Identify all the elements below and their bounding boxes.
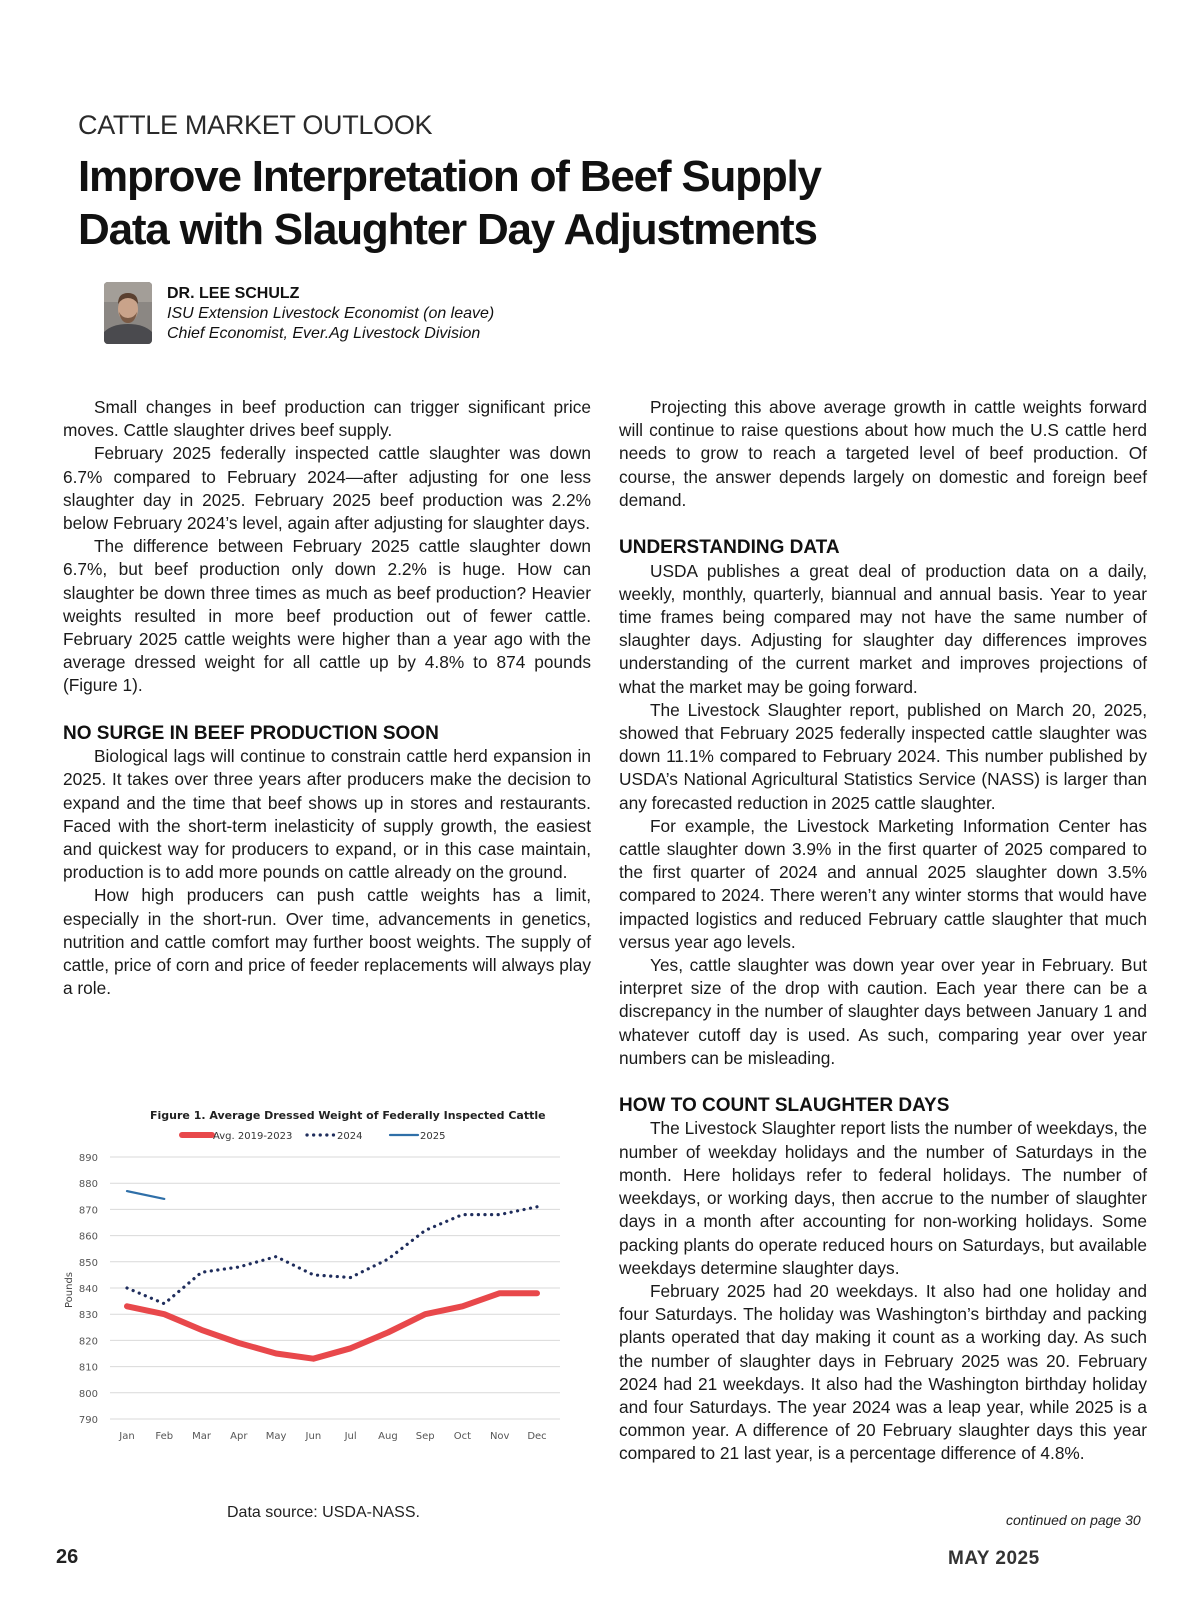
- y-tick-label: 820: [78, 1336, 98, 1348]
- y-tick-label: 790: [78, 1415, 98, 1426]
- chart-series: [126, 1190, 538, 1360]
- y-tick-label: 840: [78, 1284, 98, 1295]
- x-axis-ticks: [118, 1431, 546, 1442]
- legend-label: 2025: [420, 1131, 446, 1142]
- legend-label: 2024: [337, 1131, 363, 1142]
- data-point: [349, 1347, 351, 1349]
- paragraph: The Livestock Slaughter report lists the number of weekdays, the number of weekday holidays and the number of Saturdays in the month. Here holidays refer to federal holidays. The number of weekdays, or working days, then accrue to the number of slaughter days in a month after accounting for non-working holidays. Some packing plants do operate reduced hours on Saturdays, but available weekdays determine slaughter days.: [619, 1118, 1147, 1278]
- x-tick-label: Mar: [192, 1431, 211, 1442]
- data-point: [275, 1255, 277, 1257]
- data-point: [163, 1198, 165, 1200]
- y-tick-label: 810: [78, 1362, 98, 1374]
- data-point: [536, 1206, 538, 1208]
- author-name: DR. LEE SCHULZ: [167, 285, 300, 302]
- data-point: [424, 1229, 426, 1231]
- kicker: CATTLE MARKET OUTLOOK: [78, 110, 433, 140]
- author-role-1: ISU Extension Livestock Economist (on leave): [167, 305, 495, 322]
- data-point: [163, 1313, 165, 1315]
- data-point: [238, 1342, 240, 1344]
- paragraph: February 2025 had 20 weekdays. It also had one holiday and four Saturdays. The holiday was Washington’s birthday and packing plants operated that day making it count as a working day. As such the number of slaughter days in February 2025 was 20. February 2024 had 21 weekdays. It also had the Washington birthday holiday and four Saturdays. The year 2024 was a leap year, while 2025 is a common year. A difference of 20 February slaughter days this year compared to 21 last year, is a percentage difference of 4.8%.: [619, 1280, 1147, 1464]
- y-tick-label: 800: [78, 1388, 98, 1400]
- data-point: [312, 1274, 314, 1276]
- series-line-avg-2019-2023: [127, 1293, 537, 1359]
- data-point: [126, 1287, 128, 1289]
- x-tick-label: Apr: [230, 1431, 248, 1442]
- series-line-2024: [127, 1207, 537, 1304]
- figure-source: Data source: USDA-NASS.: [227, 1504, 420, 1521]
- left-column: [63, 396, 591, 1000]
- paragraph: Projecting this above average growth in cattle weights forward will continue to raise questions about how much the U.S cattle herd needs to grow to reach a targeted level of beef production. Of course, the answer depends largely on domestic and foreign beef demand.: [619, 397, 1147, 510]
- x-tick-label: Oct: [453, 1431, 472, 1442]
- y-tick-label: 850: [78, 1257, 98, 1269]
- paragraph: For example, the Livestock Marketing Information Center has cattle slaughter down 3.9% in the first quarter of 2025 compared to the first quarter of 2024 and annual 2025 slaughter down 3.5% compared to 2024. There weren’t any winter storms that would have impacted logistics and reduced February cattle slaughter that much versus year ago levels.: [619, 815, 1147, 952]
- author-block: [167, 284, 494, 344]
- section-heading: UNDERSTANDING DATA: [619, 537, 840, 559]
- y-tick-label: 880: [78, 1179, 98, 1191]
- chart-grid: [110, 1157, 560, 1419]
- x-tick-label: Jul: [344, 1431, 357, 1442]
- data-point: [238, 1266, 240, 1268]
- x-tick-label: Jan: [119, 1431, 135, 1442]
- author-photo-graphic: [104, 282, 152, 344]
- data-point: [461, 1305, 463, 1307]
- paragraph: USDA publishes a great deal of production data on a daily, weekly, monthly, quarterly, biannual and annual basis. Year to year time frames being compared may not have the same number of slaughter days. Adjusting for slaughter day differences improves understanding of the current market and improves projections of what the market may be going forward.: [619, 560, 1147, 697]
- paragraph: Yes, cattle slaughter was down year over year in February. But interpret size of the drop with caution. Each year there can be a discrepancy in the number of slaughter days between January 1 and whatever cutoff day is used. As such, comparing year over year numbers can be misleading.: [619, 954, 1147, 1068]
- y-axis-label: Pounds: [64, 1271, 75, 1309]
- data-point: [126, 1190, 128, 1192]
- x-tick-label: Aug: [378, 1431, 398, 1442]
- y-tick-label: 890: [78, 1153, 98, 1164]
- data-point: [349, 1276, 351, 1278]
- data-point: [126, 1305, 128, 1307]
- page-number: 26: [56, 1546, 79, 1568]
- right-column: [619, 396, 1147, 1466]
- x-tick-label: Nov: [489, 1431, 510, 1442]
- x-tick-label: Feb: [155, 1431, 174, 1442]
- y-tick-label: 830: [78, 1310, 98, 1322]
- author-role-2: Chief Economist, Ever.Ag Livestock Division: [167, 325, 481, 342]
- data-point: [387, 1258, 389, 1260]
- paragraph: The difference between February 2025 cattle slaughter down 6.7%, but beef production only down 2.2% is huge. How can slaughter be down three times as much as beef production? Heavier weights resulted in more beef production out of fewer cattle. February 2025 cattle weights were higher than a year ago with the average dressed weight for all cattle up by 4.8% to 874 pounds (Figure 1).: [63, 536, 591, 696]
- paragraph: February 2025 federally inspected cattle slaughter was down 6.7% compared to February 2024—after adjusting for one less slaughter day in 2025. February 2025 beef production was 2.2% below February 2024’s level, again after adjusting for slaughter days.: [63, 443, 591, 534]
- data-point: [312, 1358, 314, 1360]
- y-tick-label: 870: [78, 1205, 98, 1217]
- data-point: [536, 1292, 538, 1294]
- paragraph: How high producers can push cattle weights has a limit, especially in the short-run. Over time, advancements in genetics, nutrition and cattle comfort may further boost weights. The supply of cattle, price of corn and price of feeder replacements will always play a role.: [63, 885, 591, 999]
- data-point: [200, 1329, 202, 1331]
- x-tick-label: Sep: [415, 1431, 435, 1442]
- section-heading: HOW TO COUNT SLAUGHTER DAYS: [619, 1094, 950, 1116]
- series-line-2025: [127, 1191, 164, 1199]
- data-point: [163, 1303, 165, 1305]
- x-tick-label: Jun: [305, 1431, 322, 1442]
- chart-title: Figure 1. Average Dressed Weight of Federally Inspected Cattle: [150, 1109, 546, 1122]
- data-point: [387, 1331, 389, 1333]
- data-point: [499, 1292, 501, 1294]
- x-tick-label: May: [265, 1431, 287, 1442]
- x-tick-label: Dec: [527, 1431, 547, 1442]
- data-point: [499, 1213, 501, 1215]
- data-point: [461, 1213, 463, 1215]
- data-point: [200, 1271, 202, 1273]
- paragraph: The Livestock Slaughter report, published on March 20, 2025, showed that February 2025 federally inspected cattle slaughter was down 11.1% compared to February 2024. This number published by USDA’s National Agricultural Statistics Service (NASS) is larger than any forecasted reduction in 2025 cattle slaughter.: [619, 699, 1147, 813]
- figure-1: [60, 1105, 590, 1525]
- issue-date: MAY 2025: [948, 1548, 1040, 1569]
- data-point: [424, 1313, 426, 1315]
- y-tick-label: 860: [78, 1231, 98, 1243]
- legend-label: Avg. 2019-2023: [213, 1131, 293, 1142]
- paragraph: Small changes in beef production can trigger significant price moves. Cattle slaughter drives beef supply.: [63, 397, 591, 441]
- paragraph: Biological lags will continue to constrain cattle herd expansion in 2025. It takes over three years after producers make the decision to expand and the time that beef shows up in stores and restaurants. Faced with the short-term inelasticity of supply growth, the easiest and quickest way for producers to expand, or in this case maintain, production is to add more pounds on cattle already on the ground.: [63, 746, 591, 883]
- author-photo: [104, 282, 152, 344]
- continued-note: continued on page 30: [1006, 1512, 1141, 1528]
- y-axis-ticks: [79, 1153, 98, 1426]
- chart-legend: [182, 1131, 445, 1142]
- line-chart: [60, 1105, 590, 1500]
- data-point: [275, 1352, 277, 1354]
- article-title: Improve Interpretation of Beef Supply Data with Slaughter Day Adjustments: [78, 152, 821, 254]
- section-heading: NO SURGE IN BEEF PRODUCTION SOON: [63, 722, 439, 744]
